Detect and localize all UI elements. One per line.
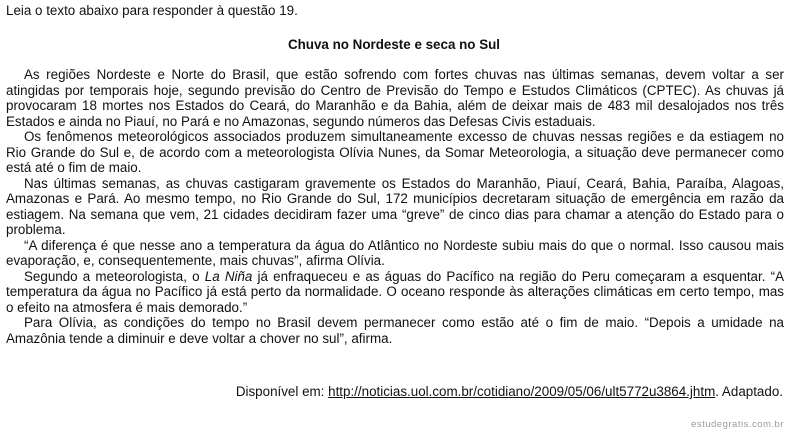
paragraph-6: Para Olívia, as condições do tempo no Brasil devem permanecer como estão até o fim de maio. “Depois a umidade na Amazônia tende a diminuir e deve voltar a chover no sul”, afirma. [6, 315, 784, 346]
source-link[interactable]: http://noticias.uol.com.br/cotidiano/2009/05/06/ult5772u3864.jhtm [328, 384, 716, 399]
paragraph-4: “A diferença é que nesse ano a temperatura da água do Atlântico no Nordeste subiu mais do que o normal. Isso causou mais evaporação, e, consequentemente, mais chuvas”, afirma Olívia. [6, 237, 784, 268]
paragraph-5-end: já enfraqueceu e as águas do Pacífico na região do Peru começaram a esquentar. “A temperatura da água no Pacífico já está perto da normalidade. O oceano responde às alterações climáticas em certo tempo, mas o efeito na atmosfera é mais demorado.” [6, 268, 785, 315]
source-prefix: Disponível em: [235, 384, 329, 399]
article-body [6, 67, 784, 346]
site-watermark: estudegratis.com.br [691, 419, 784, 430]
paragraph-3: Nas últimas semanas, as chuvas castigaram gravemente os Estados do Maranhão, Piauí, Ceará, Bahia, Paraíba, Alagoas, Amazonas e Pará. Ao mesmo tempo, no Rio Grande do Sul, 172 municípios decretaram situação de emergência em razão da estiagem. Na semana que vem, 21 cidades decidiram fazer uma “greve” de cinco dias para chamar a atenção do Estado para o problema. [6, 175, 784, 237]
paragraph-1: As regiões Nordeste e Norte do Brasil, que estão sofrendo com fortes chuvas nas últimas semanas, devem voltar a ser atingidas por temporais hoje, segundo previsão do Centro de Previsão do Tempo e Estudos Climáticos (CPTEC). As chuvas já provocaram 18 mortes nos Estados do Ceará, do Maranhão e da Bahia, além de deixar mais de 483 mil desalojados nos três Estados e ainda no Piauí, no Pará e no Amazonas, segundo números das Defesas Civis estaduais. [6, 67, 784, 129]
paragraph-5-start: Segundo a meteorologista, o [24, 268, 205, 284]
question-instruction: Leia o texto abaixo para responder à questão 19. [6, 3, 298, 18]
paragraph-2: Os fenômenos meteorológicos associados produzem simultaneamente excesso de chuvas nessas regiões e da estiagem no Rio Grande do Sul e, de acordo com a meteorologista Olívia Nunes, da Somar Meteorologia, a situação deve permanecer como está até o fim de maio. [6, 129, 784, 175]
source-citation [236, 384, 783, 400]
paragraph-5 [6, 269, 784, 316]
la-nina-term: La Niña [204, 268, 253, 284]
source-suffix: . Adaptado. [715, 384, 783, 399]
article-title: Chuva no Nordeste e seca no Sul [287, 37, 501, 52]
